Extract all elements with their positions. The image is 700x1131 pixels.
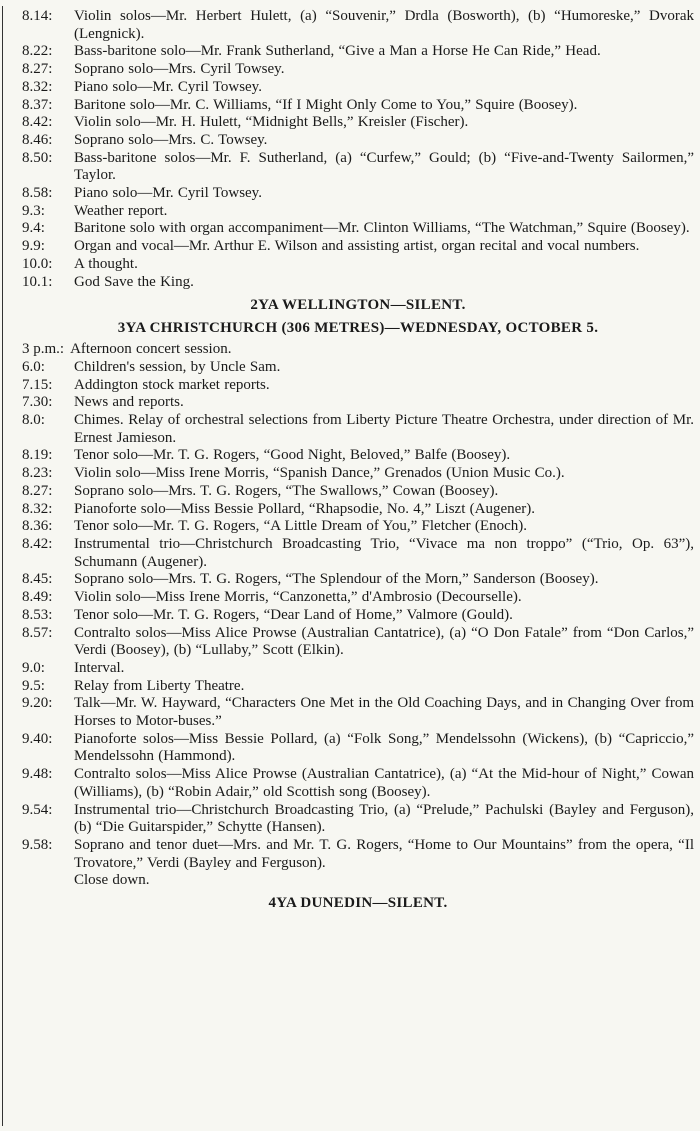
entry-text: Interval.	[74, 659, 125, 676]
entry-text: Organ and vocal—Mr. Arthur E. Wilson and assisting artist, organ recital and vocal numbers.	[74, 238, 640, 255]
program-entry	[22, 274, 694, 292]
program-entry	[22, 8, 694, 43]
program-entry	[22, 412, 694, 447]
close-down-text: Close down.	[74, 872, 150, 889]
entry-text: Instrumental trio—Christchurch Broadcasting Trio, (a) “Prelude,” Pachulski (Bayley and Ferguson), (b) “Die Guitarspider,” Schytte (Hansen).	[74, 801, 694, 836]
entry-time: 9.3:	[22, 202, 45, 219]
entry-text: Relay from Liberty Theatre.	[74, 677, 245, 694]
program-entry	[22, 483, 694, 501]
entry-time: 10.0:	[22, 255, 53, 272]
entry-text: Piano solo—Mr. Cyril Towsey.	[74, 185, 262, 202]
program-entry	[22, 607, 694, 625]
program-entry	[22, 518, 694, 536]
entry-text: Soprano solo—Mrs. T. G. Rogers, “The Swallows,” Cowan (Boosey).	[74, 482, 499, 499]
entry-time: 9.0:	[22, 659, 45, 676]
entry-text: Bass-baritone solos—Mr. F. Sutherland, (a) “Curfew,” Gould; (b) “Five-and-Twenty Sailormen,” Taylor.	[74, 149, 694, 184]
entry-text: Soprano and tenor duet—Mrs. and Mr. T. G. Rogers, “Home to Our Mountains” from the opera, “Il Trovatore,” Verdi (Bayley and Ferguson).	[74, 836, 694, 871]
program-entry	[22, 79, 694, 97]
entry-text: News and reports.	[74, 394, 184, 411]
program-entry	[22, 238, 694, 256]
entry-text: Contralto solos—Miss Alice Prowse (Australian Cantatrice), (a) “At the Mid-hour of Night,” Cowan (Williams), (b) “Robin Adair,” old Scottish song (Boosey).	[74, 766, 694, 800]
entry-time: 8.57:	[22, 624, 53, 641]
entry-text: Violin solo—Miss Irene Morris, “Canzonetta,” d'Ambrosio (Decourselle).	[74, 589, 522, 606]
christchurch-program	[22, 359, 694, 872]
program-entry	[22, 61, 694, 79]
program-entry	[22, 132, 694, 150]
entry-text: Children's session, by Uncle Sam.	[74, 358, 281, 375]
entry-time: 8.46:	[22, 131, 53, 148]
program-entry	[22, 97, 694, 115]
heading-wellington: 2YA WELLINGTON—SILENT.	[250, 297, 466, 314]
entry-time: 9.9:	[22, 238, 45, 255]
entry-text: God Save the King.	[74, 273, 194, 290]
entry-time: 9.40:	[22, 730, 53, 747]
program-entry	[22, 150, 694, 185]
entry-time: 9.58:	[22, 836, 53, 853]
entry-time: 8.36:	[22, 518, 53, 535]
entry-time: 8.37:	[22, 96, 53, 113]
entry-text: A thought.	[74, 255, 138, 272]
entry-text: Baritone solo—Mr. C. Williams, “If I Might Only Come to You,” Squire (Boosey).	[74, 96, 578, 113]
program-listing	[22, 8, 694, 914]
entry-text: Piano solo—Mr. Cyril Towsey.	[74, 78, 262, 95]
entry-time: 8.49:	[22, 589, 53, 606]
program-entry	[22, 43, 694, 61]
entry-text: Bass-baritone solo—Mr. Frank Sutherland, “Give a Man a Horse He Can Ride,” Head.	[74, 43, 601, 60]
entry-time: 8.27:	[22, 61, 53, 78]
entry-time: 8.32:	[22, 78, 53, 95]
program-entry	[22, 695, 694, 730]
program-entry	[22, 536, 694, 571]
entry-text: Tenor solo—Mr. T. G. Rogers, “Good Night, Beloved,” Balfe (Boosey).	[74, 447, 511, 464]
entry-time: 7.15:	[22, 376, 53, 393]
program-entry	[22, 571, 694, 589]
close-down	[22, 872, 694, 890]
entry-text: Tenor solo—Mr. T. G. Rogers, “Dear Land of Home,” Valmore (Gould).	[74, 606, 513, 623]
entry-time: 7.30:	[22, 394, 53, 411]
program-entry	[22, 377, 694, 395]
program-entry	[22, 678, 694, 696]
entry-time: 9.5:	[22, 677, 45, 694]
program-entry	[22, 465, 694, 483]
entry-time: 8.42:	[22, 535, 53, 552]
entry-time: 9.4:	[22, 220, 45, 237]
entry-text: Tenor solo—Mr. T. G. Rogers, “A Little Dream of You,” Fletcher (Enoch).	[74, 518, 527, 535]
entry-text: Talk—Mr. W. Hayward, “Characters One Met in the Old Coaching Days, and in Changing Over from Horses to Motor-buses.”	[74, 695, 694, 730]
entry-text: Baritone solo with organ accompaniment—Mr. Clinton Williams, “The Watchman,” Squire (Boosey).	[74, 220, 690, 237]
entry-time: 8.45:	[22, 571, 53, 588]
program-entry	[22, 359, 694, 377]
program-entry	[22, 766, 694, 801]
entry-text: Weather report.	[74, 202, 168, 219]
column-rule	[2, 6, 3, 1126]
program-entry	[22, 256, 694, 274]
entry-time: 9.20:	[22, 695, 53, 712]
entry-time: 8.53:	[22, 606, 53, 623]
entry-text: Violin solo—Mr. H. Hulett, “Midnight Bells,” Kreisler (Fischer).	[74, 114, 469, 131]
program-entry	[22, 203, 694, 221]
program-entry	[22, 589, 694, 607]
program-entry	[22, 837, 694, 872]
entry-time: 10.1:	[22, 273, 53, 290]
entry-time: 3 p.m.:	[22, 341, 65, 358]
entry-time: 8.23:	[22, 465, 53, 482]
entry-time: 8.14:	[22, 8, 53, 24]
heading-dunedin: 4YA DUNEDIN—SILENT.	[268, 895, 448, 912]
entry-text: Violin solo—Miss Irene Morris, “Spanish Dance,” Grenados (Union Music Co.).	[74, 465, 565, 482]
program-entry	[22, 447, 694, 465]
program-entry	[22, 802, 694, 837]
entry-time: 6.0:	[22, 358, 45, 375]
entry-time: 8.50:	[22, 149, 53, 166]
entry-time: 8.42:	[22, 114, 53, 131]
auckland-program	[22, 8, 694, 291]
entry-time: 9.48:	[22, 766, 53, 783]
program-entry	[22, 185, 694, 203]
entry-time: 8.19:	[22, 447, 53, 464]
program-entry	[22, 114, 694, 132]
program-entry	[22, 501, 694, 519]
entry-text: Soprano solo—Mrs. C. Towsey.	[74, 131, 268, 148]
entry-text: Chimes. Relay of orchestral selections from Liberty Picture Theatre Orchestra, under direction of Mr. Ernest Jamieson.	[74, 412, 694, 446]
program-entry	[22, 220, 694, 238]
entry-text: Afternoon concert session.	[70, 341, 232, 358]
program-entry	[22, 625, 694, 660]
entry-text: Soprano solo—Mrs. Cyril Towsey.	[74, 61, 285, 78]
entry-time: 8.32:	[22, 500, 53, 517]
entry-text: Violin solos—Mr. Herbert Hulett, (a) “Souvenir,” Drdla (Bosworth), (b) “Humoreske,” Dvorak (Lengnick).	[74, 8, 694, 42]
program-entry	[22, 341, 694, 359]
heading-christchurch: 3YA CHRISTCHURCH (306 METRES)—WEDNESDAY, OCTOBER 5.	[117, 320, 599, 337]
entry-text: Contralto solos—Miss Alice Prowse (Australian Cantatrice), (a) “O Don Fatale” from “Don Carlos,” Verdi (Boosey), (b) “Lullaby,” Scott (Elkin).	[74, 624, 694, 659]
entry-text: Instrumental trio—Christchurch Broadcasting Trio, “Vivace ma non troppo” (“Trio, Op. 63”), Schumann (Augener).	[74, 535, 694, 570]
entry-time: 8.58:	[22, 185, 53, 202]
entry-text: Pianoforte solos—Miss Bessie Pollard, (a) “Folk Song,” Mendelssohn (Wickens), (b) “Capriccio,” Mendelssohn (Hammond).	[74, 730, 694, 765]
entry-time: 8.22:	[22, 43, 53, 60]
entry-time: 8.27:	[22, 482, 53, 499]
entry-time: 9.54:	[22, 801, 53, 818]
entry-time: 8.0:	[22, 412, 45, 429]
entry-text: Soprano solo—Mrs. T. G. Rogers, “The Splendour of the Morn,” Sanderson (Boosey).	[74, 571, 599, 588]
program-entry	[22, 731, 694, 766]
program-entry	[22, 394, 694, 412]
entry-text: Addington stock market reports.	[74, 376, 270, 393]
entry-text: Pianoforte solo—Miss Bessie Pollard, “Rhapsodie, No. 4,” Liszt (Augener).	[74, 500, 536, 517]
program-entry	[22, 660, 694, 678]
